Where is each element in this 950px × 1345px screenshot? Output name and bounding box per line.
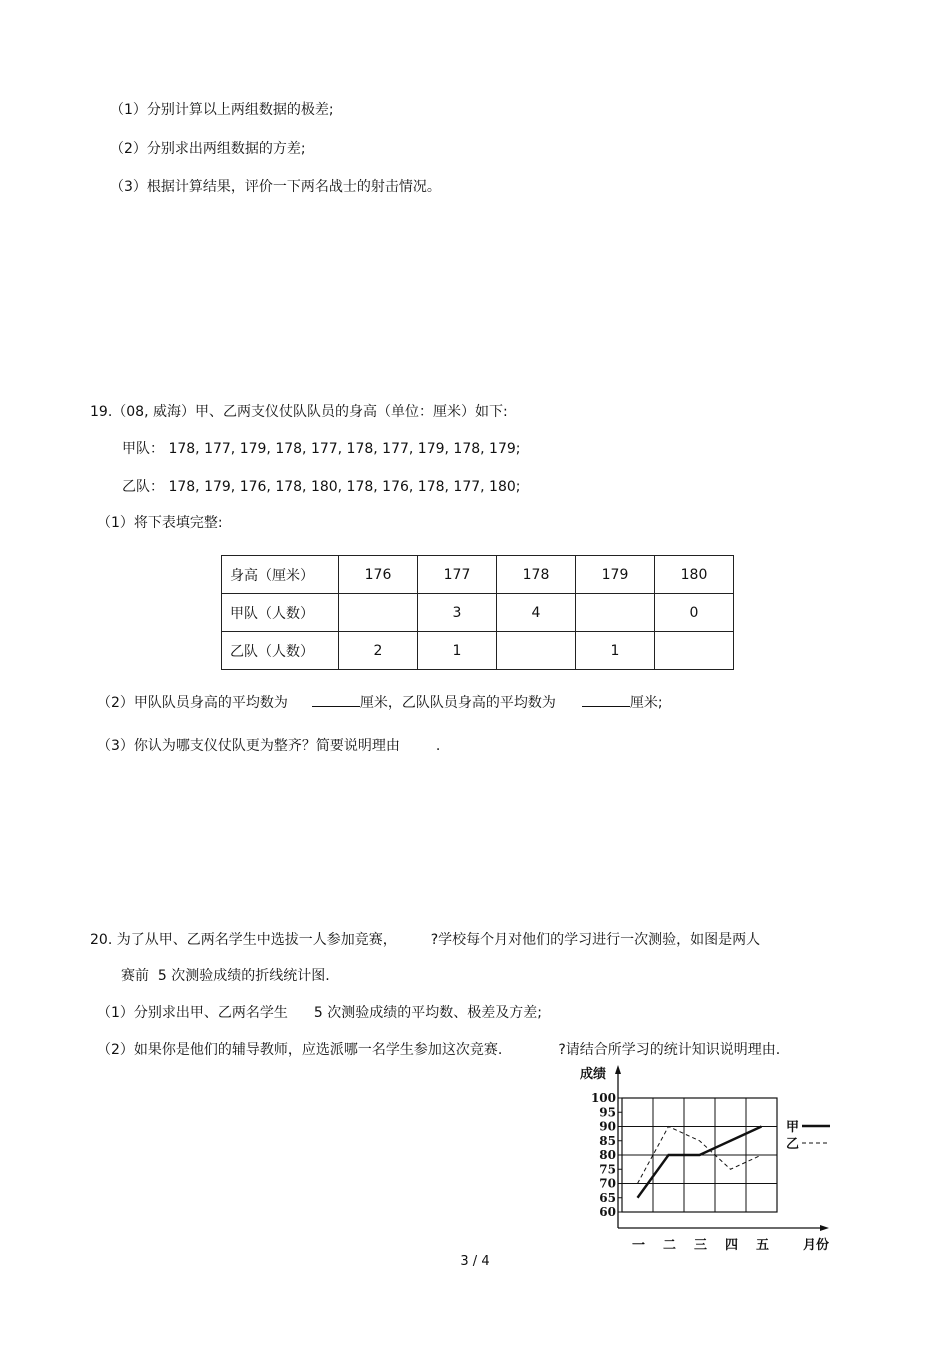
- y-tick-label: 90: [599, 1119, 616, 1134]
- table-cell: 180: [655, 556, 734, 594]
- series-line-jia: [638, 1127, 762, 1198]
- table-row: [222, 632, 734, 670]
- legend-label: 乙: [786, 1137, 800, 1152]
- q20-stem-a: 20. 为了从甲、乙两名学生中选拔一人参加竞赛，: [90, 932, 397, 948]
- x-tick-label: 二: [662, 1238, 677, 1253]
- y-axis-arrow: [615, 1065, 621, 1074]
- q20-stem-b: ?学校每个月对他们的学习进行一次测验，如图是两人: [430, 932, 761, 948]
- x-axis-label: 月份: [802, 1238, 830, 1253]
- table-cell-blank[interactable]: [497, 632, 576, 670]
- q20-part-2-b: ?请结合所学习的统计知识说明理由.: [558, 1042, 781, 1058]
- y-tick-label: 65: [599, 1190, 616, 1205]
- q20-stem-line-1: [90, 931, 760, 949]
- table-cell: 0: [655, 594, 734, 632]
- table-cell: 1: [576, 632, 655, 670]
- table-cell: 2: [339, 632, 418, 670]
- table-cell-blank[interactable]: [655, 632, 734, 670]
- q20-part-2-a: （2）如果你是他们的辅导教师，应选派哪一名学生参加这次竞赛.: [97, 1042, 503, 1058]
- table-cell: 176: [339, 556, 418, 594]
- table-cell: 179: [576, 556, 655, 594]
- table-cell: 3: [418, 594, 497, 632]
- answer-blank[interactable]: [582, 692, 630, 707]
- q19-part-2-text-c: 厘米;: [629, 695, 663, 711]
- table-cell-blank[interactable]: [339, 594, 418, 632]
- q19-part-1: （1）将下表填完整:: [97, 515, 223, 531]
- y-tick-label: 60: [599, 1205, 616, 1219]
- x-tick-label: 五: [755, 1238, 770, 1253]
- height-table: [221, 555, 734, 670]
- table-cell: 178: [497, 556, 576, 594]
- table-cell-blank[interactable]: [576, 594, 655, 632]
- q19-part-2: [97, 692, 663, 712]
- y-tick-label: 100: [590, 1091, 616, 1105]
- y-tick-label: 70: [599, 1176, 616, 1191]
- q20-part-1: [97, 1004, 542, 1022]
- table-header-row: [222, 556, 734, 594]
- table-cell: 177: [418, 556, 497, 594]
- y-tick-label: 85: [599, 1133, 616, 1148]
- y-tick-label: 80: [599, 1148, 616, 1162]
- answer-blank[interactable]: [312, 692, 360, 707]
- x-tick-label: 四: [724, 1238, 739, 1253]
- q20-stem-line-2: 赛前 5 次测验成绩的折线统计图.: [121, 968, 330, 984]
- q19-team-a-data: 甲队： 178, 177, 179, 178, 177, 178, 177, 179, 178, 179;: [122, 441, 521, 457]
- x-tick-label: 一: [631, 1238, 646, 1253]
- x-axis-arrow: [820, 1225, 829, 1231]
- q18-part-1: （1）分别计算以上两组数据的极差;: [110, 102, 334, 118]
- q20-part-2: [97, 1041, 780, 1059]
- table-cell: 身高（厘米）: [222, 556, 339, 594]
- legend-label: 甲: [786, 1120, 800, 1135]
- table-cell: 乙队（人数）: [222, 632, 339, 670]
- table-cell: 4: [497, 594, 576, 632]
- q19-part-3-end: .: [435, 738, 441, 754]
- y-tick-label: 95: [599, 1105, 616, 1120]
- q19-part-3: [97, 737, 440, 755]
- q19-part-3-text: （3）你认为哪支仪仗队更为整齐？简要说明理由: [97, 738, 400, 754]
- q18-part-3: （3）根据计算结果，评价一下两名战士的射击情况。: [110, 179, 441, 195]
- table-row: [222, 594, 734, 632]
- table-cell: 甲队（人数）: [222, 594, 339, 632]
- q19-team-b-data: 乙队： 178, 179, 176, 178, 180, 178, 176, 178, 177, 180;: [122, 479, 521, 495]
- q19-stem: 19.（08, 威海）甲、乙两支仪仗队队员的身高（单位：厘米）如下:: [90, 404, 508, 420]
- q19-part-2-text-b: 厘米，乙队队员身高的平均数为: [359, 695, 556, 711]
- q18-part-2: （2）分别求出两组数据的方差;: [110, 141, 306, 157]
- y-axis-label: 成绩: [580, 1067, 607, 1082]
- table-cell: 1: [418, 632, 497, 670]
- q20-part-1-b: 5 次测验成绩的平均数、极差及方差;: [313, 1005, 542, 1021]
- q20-part-1-a: （1）分别求出甲、乙两名学生: [97, 1005, 288, 1021]
- x-tick-label: 三: [693, 1238, 708, 1253]
- chart-series: [637, 1126, 761, 1197]
- score-line-chart: [572, 1062, 838, 1254]
- y-tick-label: 75: [599, 1162, 616, 1177]
- q19-part-2-text-a: （2）甲队队员身高的平均数为: [97, 695, 288, 711]
- page-number: 3 / 4: [460, 1254, 490, 1269]
